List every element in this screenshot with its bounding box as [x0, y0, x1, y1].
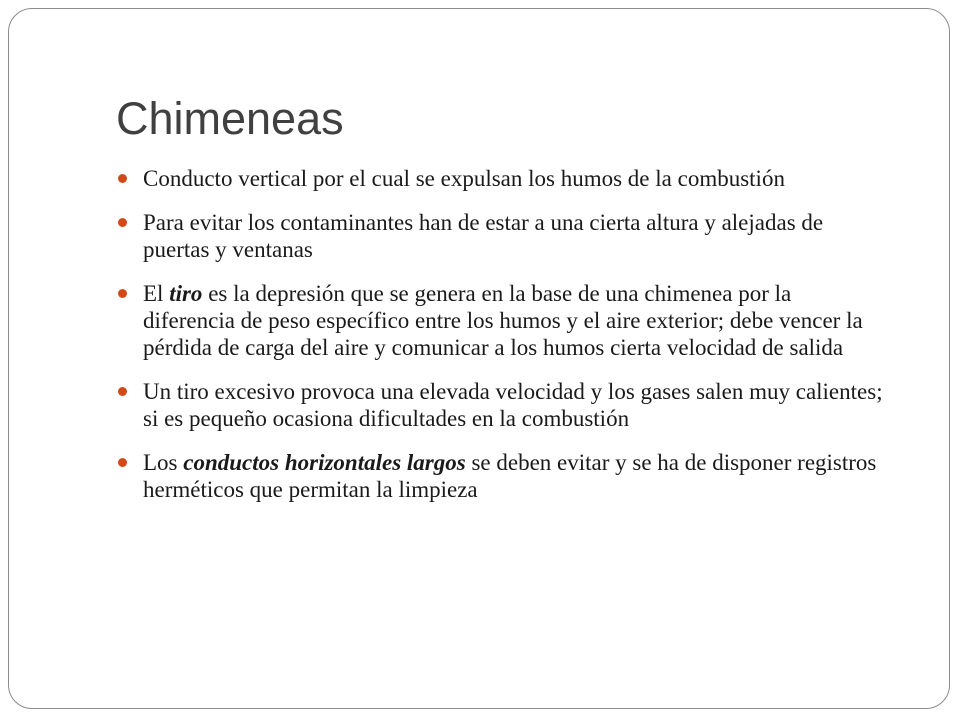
bullet-text: Un tiro excesivo provoca una elevada velocidad y los gases salen muy calientes; si es pequeño ocasiona dificultades en la combustión: [143, 379, 883, 431]
bullet-item: [116, 280, 886, 361]
bullet-item: [116, 449, 886, 503]
bullet-dot-icon: [118, 218, 127, 227]
bullet-text-before: El: [143, 281, 170, 306]
bullet-item: [116, 209, 886, 263]
bullet-text-before: Los: [143, 450, 184, 475]
bullet-item: [116, 378, 886, 432]
bullet-dot-icon: [118, 387, 127, 396]
slide-title: Chimeneas: [116, 93, 344, 144]
slide-frame: [8, 8, 950, 709]
bullet-text: Conducto vertical por el cual se expulsan los humos de la combustión: [143, 166, 785, 191]
bullet-dot-icon: [118, 174, 127, 183]
bullet-dot-icon: [118, 458, 127, 467]
bullet-emphasis-tiro: tiro: [169, 281, 203, 306]
bullet-text: Para evitar los contaminantes han de estar a una cierta altura y alejadas de puertas y ventanas: [143, 210, 824, 262]
bullet-list: [116, 165, 886, 520]
bullet-item: [116, 165, 886, 192]
bullet-text-after: es la depresión que se genera en la base de una chimenea por la diferencia de peso específico entre los humos y el aire exterior; debe vencer la pérdida de carga del aire y comunicar a los humos cierta velocidad de salida: [143, 281, 863, 360]
bullet-dot-icon: [118, 289, 127, 298]
bullet-emphasis-conductos: conductos horizontales largos: [183, 450, 466, 475]
bullet-text-after: se deben evitar y se ha de disponer registros herméticos que permitan la limpieza: [143, 450, 877, 502]
